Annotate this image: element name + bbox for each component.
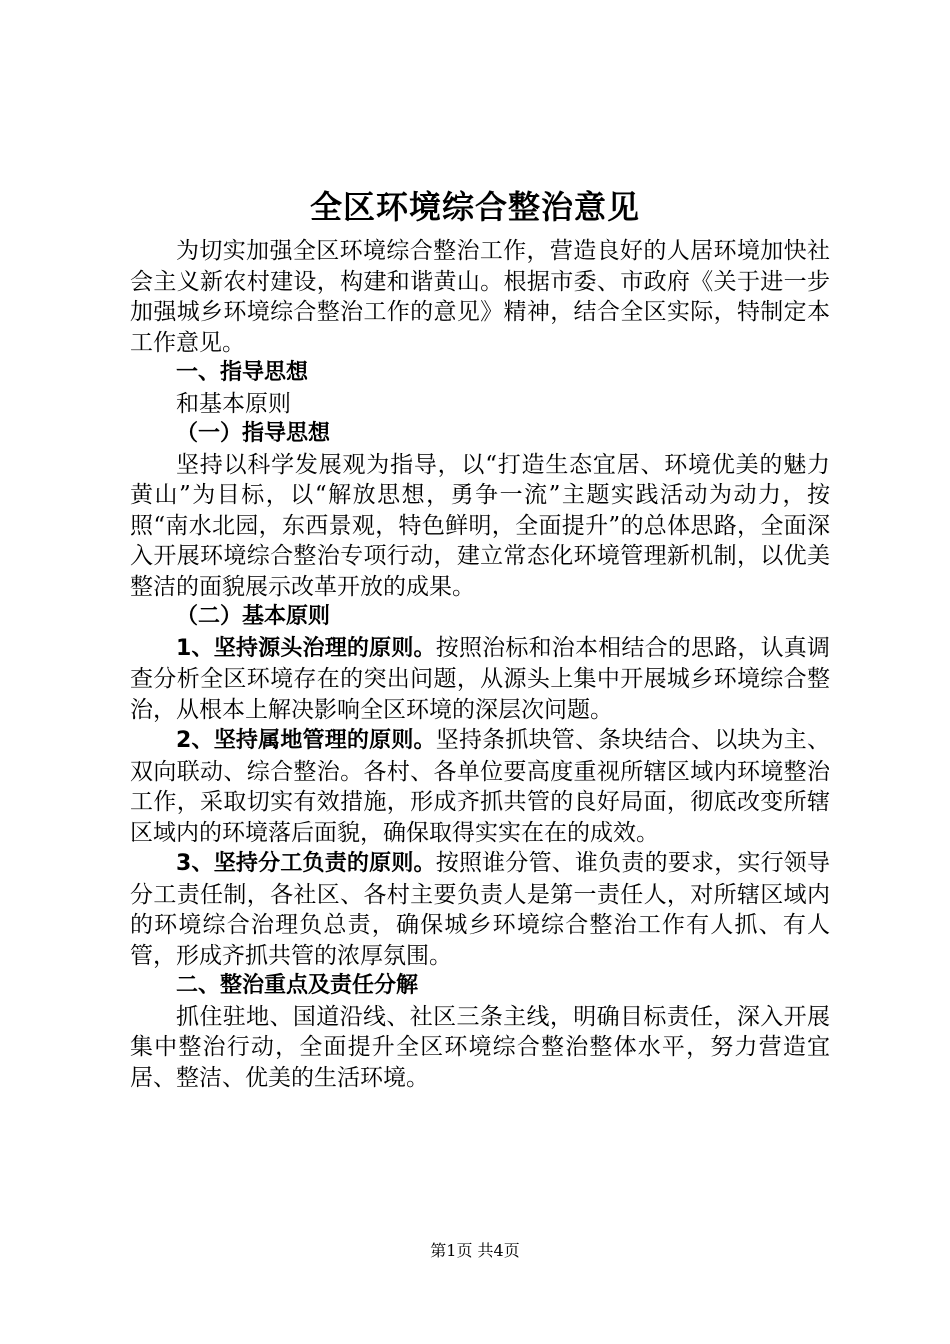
principle-3-text: 按照谁分管、谁负责的要求，实行领导分工责任制，各社区、各村主要负责人是第一责任人，对所辖区域内的环境综合治理负总责，确保城乡环境综合整治工作有人抓、有人管，形成齐抓共管的浓厚氛围。 <box>130 850 830 969</box>
document-body <box>130 236 830 1093</box>
principle-2-lead: 2、坚持属地管理的原则。 <box>176 728 436 753</box>
section-1-heading-continuation: 和基本原则 <box>176 390 291 417</box>
principle-3-lead: 3、坚持分工负责的原则。 <box>176 851 436 876</box>
document-title: 全区环境综合整治意见 <box>309 188 640 226</box>
principle-1-text: 按照治标和治本相结合的思路，认真调查分析全区环境存在的突出问题，从源头上集中开展城乡环境综合整治，从根本上解决影响全区环境的深层次问题。 <box>130 634 830 723</box>
section-1-heading: 一、指导思想 <box>176 360 309 385</box>
page-footer: 第1页 共4页 <box>430 1241 520 1260</box>
principle-1-paragraph <box>130 633 830 726</box>
intro-paragraph: 为切实加强全区环境综合整治工作，营造良好的人居环境加快社会主义新农村建设，构建和谐黄山。根据市委、市政府《关于进一步加强城乡环境综合整治工作的意见》精神，结合全区实际，特制定本工作意见。 <box>130 238 830 356</box>
section-2-heading: 二、整治重点及责任分解 <box>176 973 419 998</box>
subsection-2-heading: （二）基本原则 <box>176 604 331 629</box>
principle-2-paragraph <box>130 725 830 848</box>
subsection-1-heading: （一）指导思想 <box>176 421 331 446</box>
subsection-1-paragraph: 坚持以科学发展观为指导，以“打造生态宜居、环境优美的魅力黄山”为目标，以“解放思想，勇争一流”主题实践活动为动力，按照“南水北园，东西景观，特色鲜明，全面提升”的总体思路，全面深入开展环境综合整治专项行动，建立常态化环境管理新机制，以优美整洁的面貌展示改革开放的成果。 <box>130 451 830 600</box>
principle-1-lead: 1、坚持源头治理的原则。 <box>176 635 436 661</box>
section-2-paragraph: 抓住驻地、国道沿线、社区三条主线，明确目标责任，深入开展集中整治行动，全面提升全区环境综合整治整体水平，努力营造宜居、整洁、优美的生活环境。 <box>130 1003 830 1091</box>
principle-2-text: 坚持条抓块管、条块结合、以块为主、双向联动、综合整治。各村、各单位要高度重视所辖区域内环境整治工作，采取切实有效措施，形成齐抓共管的良好局面，彻底改变所辖区域内的环境落后面貌，确保取得实实在在的成效。 <box>130 727 830 846</box>
principle-3-paragraph <box>130 848 830 971</box>
